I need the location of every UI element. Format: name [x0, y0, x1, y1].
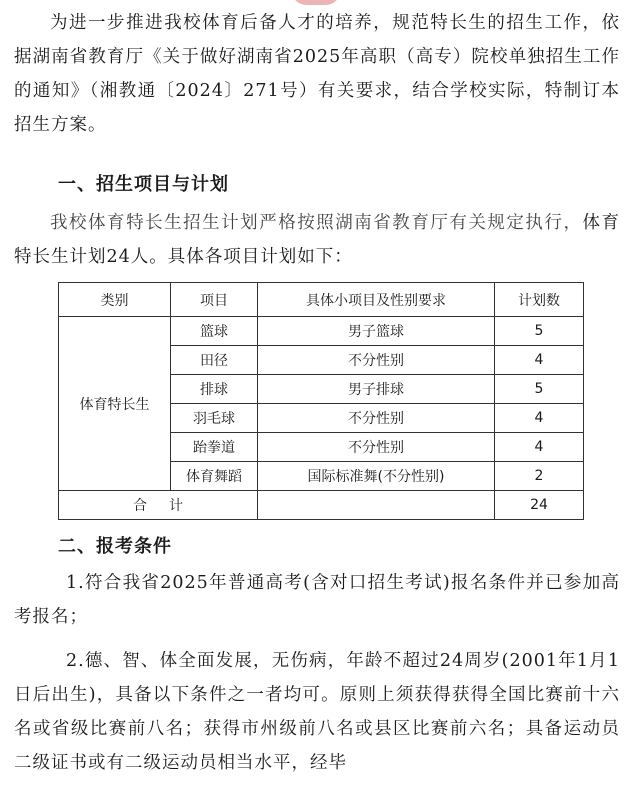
header-project: 项目: [171, 283, 258, 317]
requirement-cell: 男子排球: [258, 375, 495, 404]
header-count: 计划数: [495, 283, 584, 317]
section1-paragraph: [14, 206, 620, 274]
project-cell: 篮球: [171, 317, 258, 346]
category-cell: 体育特长生: [59, 317, 171, 491]
table-header-row: [59, 283, 584, 317]
requirement-cell: 不分性别: [258, 433, 495, 462]
section1-text-part1: 我校体育特长生招生计划严格按照湖南省教育厅有关规定执行，: [50, 213, 583, 233]
section2-heading: 二、报考条件: [58, 536, 172, 557]
plan-table: [58, 282, 584, 520]
header-requirement: 具体小项目及性别要求: [258, 283, 495, 317]
count-cell: 5: [495, 317, 584, 346]
requirement-cell: 不分性别: [258, 404, 495, 433]
count-cell: 4: [495, 404, 584, 433]
count-cell: 4: [495, 433, 584, 462]
total-label-cell: 合计: [59, 491, 258, 520]
count-cell: 2: [495, 462, 584, 491]
total-count-cell: 24: [495, 491, 584, 520]
project-cell: 体育舞蹈: [171, 462, 258, 491]
requirement-cell: 男子篮球: [258, 317, 495, 346]
count-cell: 5: [495, 375, 584, 404]
condition-item-1: 1.符合我省2025年普通高考(含对口招生考试)报名条件并已参加高考报名；: [14, 573, 620, 627]
section1-text-part2: 体育特长生计划24人。具体各项目计划如下：: [14, 213, 621, 267]
project-cell: 田径: [171, 346, 258, 375]
project-cell: 羽毛球: [171, 404, 258, 433]
requirement-cell: 不分性别: [258, 346, 495, 375]
count-cell: 4: [495, 346, 584, 375]
section1-heading: 一、招生项目与计划: [58, 174, 229, 195]
requirement-cell: 国际标准舞(不分性别): [258, 462, 495, 491]
total-empty-cell: [258, 491, 495, 520]
project-cell: 跆拳道: [171, 433, 258, 462]
page-top-decoration: [292, 0, 340, 5]
table-total-row: [59, 491, 584, 520]
condition-item-2: 2.德、智、体全面发展，无伤病，年龄不超过24周岁(2001年1月1日后出生)，具备以下条件之一者均可。原则上须获得获得全国比赛前十六名或省级比赛前八名；获得市州级前八名或县区比赛前六名；具备运动员二级证书或有二级运动员相当水平，经毕: [14, 651, 620, 773]
table-row: [59, 317, 584, 346]
intro-paragraph: 为进一步推进我校体育后备人才的培养，规范特长生的招生工作，依据湖南省教育厅《关于做好湖南省2025年高职（高专）院校单独招生工作的通知》（湘教通〔2024〕271号）有关要求，结合学校实际，特制订本招生方案。: [14, 13, 620, 135]
project-cell: 排球: [171, 375, 258, 404]
header-category: 类别: [59, 283, 171, 317]
